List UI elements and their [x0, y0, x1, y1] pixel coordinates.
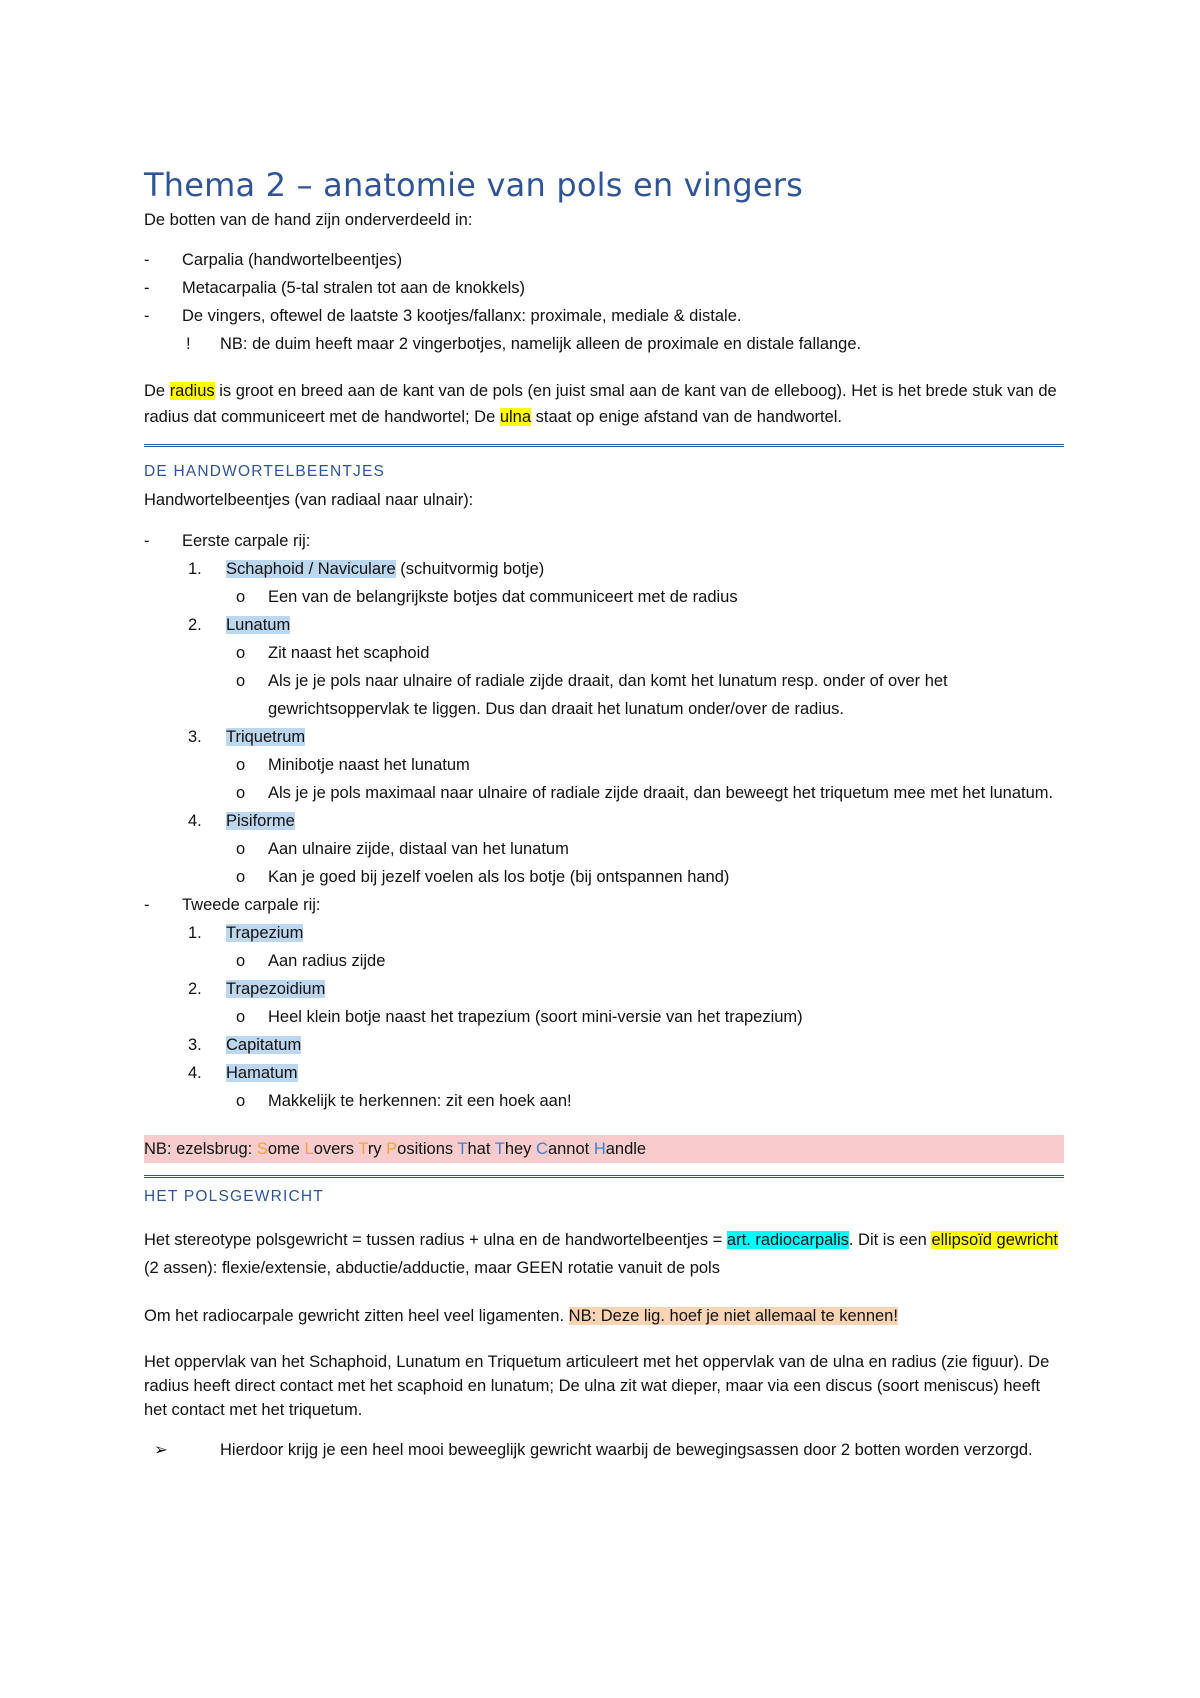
bone-note-text: Kan je goed bij jezelf voelen als los botje (bij ontspannen hand): [268, 868, 730, 886]
mnemonic-word: hat: [467, 1140, 495, 1158]
carpal-row-1-list: [144, 555, 1064, 891]
highlight-ulna: ulna: [499, 408, 532, 426]
intro-text: De botten van de hand zijn onderverdeeld in:: [144, 211, 473, 229]
carpal-row-2-label: - Tweede carpale rij:: [144, 891, 1064, 919]
mnemonic-word: ositions: [397, 1140, 458, 1158]
mnemonic-band: NB: ezelsbrug: Some Lovers Try Positions That They Cannot Handle: [144, 1135, 1064, 1163]
circle-bullet-icon: o: [236, 840, 246, 858]
mnemonic-word: ry: [367, 1140, 387, 1158]
list-item: - De vingers, oftewel de laatste 3 kootjes/fallanx: proximale, mediale & distale.: [144, 302, 1064, 330]
circle-bullet-icon: o: [236, 952, 246, 970]
dash-bullet-icon: -: [144, 279, 150, 297]
circle-bullet-icon: o: [236, 644, 246, 662]
section-heading-polsgewricht: HET POLSGEWRICHT: [144, 1188, 324, 1205]
carpal-row-2-list: [144, 919, 1064, 1115]
bone-note: [144, 751, 1064, 779]
articulation-paragraph: Het oppervlak van het Schaphoid, Lunatum en Triquetum articuleert met het oppervlak van de ulna en radius (zie figuur). De radius heeft direct contact met het scaphoid en lunatum; De ulna zit wat dieper, maar via een discus (soort meniscus) heeft het contact met het triquetum.: [144, 1353, 1050, 1419]
mnemonic-initial: S: [256, 1140, 268, 1158]
item-number: 4.: [188, 812, 202, 830]
bone-note: [144, 835, 1064, 863]
bone-group-list: [144, 246, 1064, 358]
bone-name: Pisiforme: [226, 812, 295, 830]
bone-note-text: Minibotje naast het lunatum: [268, 756, 470, 774]
bone-suffix: (schuitvormig botje): [395, 560, 545, 578]
carpal-bone-item: [144, 611, 1064, 639]
carpal-row-1-label: - Eerste carpale rij:: [144, 527, 1064, 555]
dash-bullet-icon: -: [144, 896, 150, 914]
bone-note: [144, 1087, 1064, 1115]
mnemonic-word: andle: [605, 1140, 647, 1158]
dash-bullet-icon: -: [144, 307, 150, 325]
item-number: 1.: [188, 924, 202, 942]
bone-note: [144, 947, 1064, 975]
highlight-art-radiocarpalis: art. radiocarpalis: [726, 1231, 849, 1249]
arrow-bullet-icon: ➢: [154, 1441, 168, 1459]
radius-paragraph: De radius is groot en breed aan de kant van de pols (en juist smal aan de kant van de elleboog). Het is het brede stuk van de radius dat communiceert met de handwortel; De ulna staat op enige afstand van de handwortel.: [144, 382, 1057, 426]
mnemonic-initial: T: [494, 1140, 505, 1158]
item-number: 3.: [188, 728, 202, 746]
mnemonic-word: hey: [504, 1140, 537, 1158]
bone-note: [144, 779, 1064, 807]
carpal-bone-item: [144, 919, 1064, 947]
bone-note-text: Aan radius zijde: [268, 952, 386, 970]
bone-name: Trapezium: [226, 924, 304, 942]
bone-note: [144, 583, 1064, 611]
highlight-nb-ligament: NB: Deze lig. hoef je niet allemaal te kennen!: [568, 1307, 898, 1325]
mnemonic-initial: L: [304, 1140, 314, 1158]
section-subheading: Handwortelbeentjes (van radiaal naar ulnair):: [144, 491, 474, 509]
section-heading-handwortelbeentjes: DE HANDWORTELBEENTJES: [144, 444, 1064, 487]
dash-bullet-icon: -: [144, 532, 150, 550]
bone-note-text: Als je je pols naar ulnaire of radiale zijde draait, dan komt het lunatum resp. onder of over het gewrichtsoppervlak te liggen. Dus dan draait het lunatum onder/over de radius.: [268, 672, 948, 718]
bone-name: Triquetrum: [226, 728, 306, 746]
bone-note-text: Aan ulnaire zijde, distaal van het lunatum: [268, 840, 569, 858]
carpal-bone-item: [144, 1031, 1064, 1059]
mnemonic-initial: H: [593, 1140, 606, 1158]
item-number: 3.: [188, 1036, 202, 1054]
mnemonic-word: overs: [313, 1140, 359, 1158]
nb-thumb-note: ! NB: de duim heeft maar 2 vingerbotjes, namelijk alleen de proximale en distale fallange.: [144, 330, 1064, 358]
bone-note-text: Zit naast het scaphoid: [268, 644, 430, 662]
list-item: - Carpalia (handwortelbeentjes): [144, 246, 1064, 274]
circle-bullet-icon: o: [236, 868, 246, 886]
bone-note: [144, 863, 1064, 891]
circle-bullet-icon: o: [236, 588, 246, 606]
bone-name: Capitatum: [226, 1036, 302, 1054]
dash-bullet-icon: -: [144, 251, 150, 269]
bone-note: [144, 667, 1064, 723]
bone-name: Hamatum: [226, 1064, 298, 1082]
circle-bullet-icon: o: [236, 1092, 246, 1110]
bone-name: Trapezoidium: [226, 980, 326, 998]
mnemonic-word: annot: [547, 1140, 594, 1158]
item-number: 2.: [188, 616, 202, 634]
bone-note-text: Een van de belangrijkste botjes dat communiceert met de radius: [268, 588, 738, 606]
mnemonic-initial: P: [386, 1140, 398, 1158]
circle-bullet-icon: o: [236, 784, 246, 802]
circle-bullet-icon: o: [236, 672, 246, 690]
bone-name: Schaphoid / Naviculare: [226, 560, 396, 578]
ligament-paragraph: Om het radiocarpale gewricht zitten heel veel ligamenten. NB: Deze lig. hoef je niet allemaal te kennen!: [144, 1307, 898, 1325]
carpal-bone-item: [144, 723, 1064, 751]
highlight-ellipsoid: ellipsoïd gewricht: [931, 1231, 1058, 1249]
carpal-bone-item: [144, 1059, 1064, 1087]
bone-note: [144, 1003, 1064, 1031]
bone-note: [144, 639, 1064, 667]
item-number: 1.: [188, 560, 202, 578]
mnemonic-initial: C: [536, 1140, 548, 1158]
mnemonic-initial: T: [457, 1140, 468, 1158]
page-title: Thema 2 – anatomie van pols en vingers: [144, 166, 804, 204]
carpal-bone-item: [144, 807, 1064, 835]
item-number: 4.: [188, 1064, 202, 1082]
bone-name: Lunatum: [226, 616, 291, 634]
item-number: 2.: [188, 980, 202, 998]
exclamation-icon: !: [186, 335, 191, 353]
circle-bullet-icon: o: [236, 756, 246, 774]
bone-note-text: Heel klein botje naast het trapezium (soort mini-versie van het trapezium): [268, 1008, 803, 1026]
carpal-rows-list: [144, 527, 1064, 555]
bone-note-text: Als je je pols maximaal naar ulnaire of radiale zijde draait, dan beweegt het triquetum mee met het lunatum.: [268, 784, 1054, 802]
mnemonic-initial: T: [358, 1140, 368, 1158]
highlight-radius: radius: [169, 382, 215, 400]
polsgewricht-paragraph: Het stereotype polsgewricht = tussen radius + ulna en de handwortelbeentjes = art. radiocarpalis. Dit is een ellipsoïd gewricht (2 assen): flexie/extensie, abductie/adductie, maar GEEN rotatie vanuit de pols: [144, 1231, 1058, 1277]
carpal-bone-item: [144, 555, 1064, 583]
mnemonic-word: ome: [267, 1140, 305, 1158]
carpal-bone-item: [144, 975, 1064, 1003]
list-item: - Metacarpalia (5-tal stralen tot aan de knokkels): [144, 274, 1064, 302]
conclusion-item: ➢ Hierdoor krijg je een heel mooi beweeglijk gewricht waarbij de bewegingsassen door 2 botten worden verzorgd.: [144, 1436, 1064, 1464]
document-body: [144, 162, 1064, 1464]
bone-note-text: Makkelijk te herkennen: zit een hoek aan!: [268, 1092, 572, 1110]
circle-bullet-icon: o: [236, 1008, 246, 1026]
